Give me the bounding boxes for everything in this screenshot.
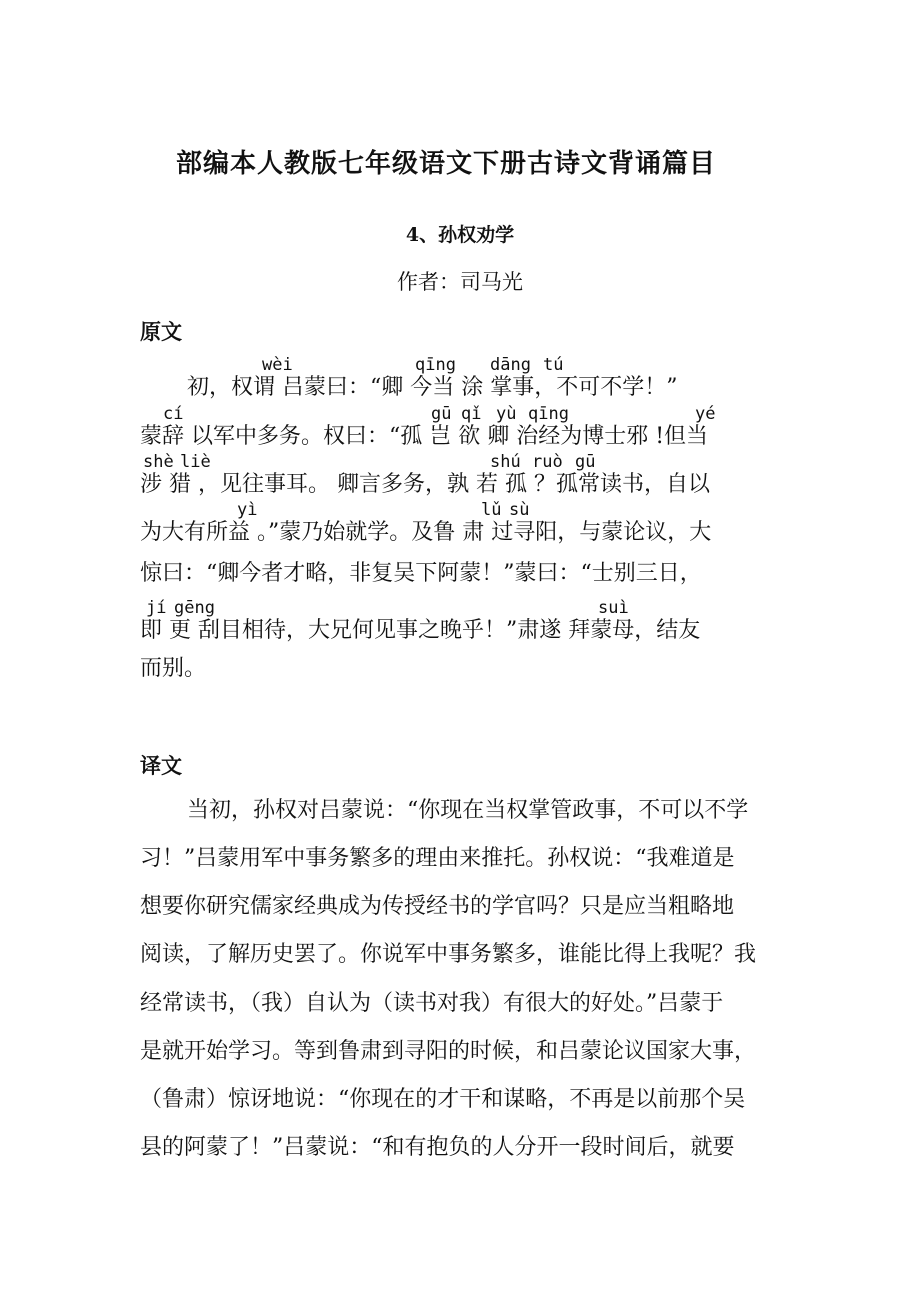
text-line: 阅读，了解历史罢了。你说军中事务繁多，谁能比得上我呢？我 [140,942,757,967]
pinyin-annotation: cí [163,404,184,424]
pinyin-annotation: gū [575,452,596,472]
translation-heading: 译文 [140,753,182,778]
text-line: 初，权谓 吕蒙曰：“卿 今当 涂 掌事，不可不学！” [187,375,678,400]
pinyin-annotation: gū [431,404,452,424]
text-line: 涉 猎 ，见往事耳。 卿言多务，孰 若 孤 ？孤常读书，自以 [140,472,710,497]
text-line: 而别。 [140,656,207,681]
text-line: 惊曰：“卿今者才略，非复吴下阿蒙！”蒙曰：“士别三日， [140,561,702,586]
text-line: 是就开始学习。等到鲁肃到寻阳的时候，和吕蒙论议国家大事， [140,1039,757,1064]
text-line: 蒙辞 以军中多务。权曰：“孤 岂 欲 卿 治经为博士邪 !但当 [140,424,709,449]
pinyin-annotation: dāng [490,355,531,375]
author-line: 作者：司马光 [397,270,523,294]
pinyin-annotation: gēng [174,598,215,618]
original-heading: 原文 [140,319,182,344]
pinyin-annotation: wèi [262,355,293,375]
pinyin-annotation: shè [143,452,174,472]
pinyin-annotation: tú [543,355,564,375]
pinyin-annotation: qīng [415,355,456,375]
pinyin-annotation: lǔ [481,500,502,520]
text-line: 县的阿蒙了！”吕蒙说：“和有抱负的人分开一段时间后，就要 [140,1135,735,1160]
text-line: （鲁肃）惊讶地说：“你现在的才干和谋略，不再是以前那个吴 [140,1087,746,1112]
pinyin-annotation: sù [509,500,530,520]
text-line: 当初，孙权对吕蒙说：“你现在当权掌管政事，不可以不学 [187,798,749,823]
pinyin-annotation: yì [237,500,258,520]
pinyin-annotation: yù [496,404,517,424]
text-line: 即 更 刮目相待，大兄何见事之晚乎！”肃遂 拜蒙母，结友 [140,618,701,643]
pinyin-annotation: qīng [528,404,569,424]
text-line: 经常读书，（我）自认为（读书对我）有很大的好处。”吕蒙于 [140,991,724,1016]
pinyin-annotation: liè [180,452,211,472]
pinyin-annotation: qǐ [461,404,482,424]
chapter-title: 4、孙权劝学 [405,224,515,246]
text-line: 习！”吕蒙用军中事务繁多的理由来推托。孙权说：“我难道是 [140,846,735,871]
pinyin-annotation: yé [695,404,716,424]
text-line: 想要你研究儒家经典成为传授经书的学官吗？只是应当粗略地 [140,894,735,919]
page-title: 部编本人教版七年级语文下册古诗文背诵篇目 [175,149,716,179]
pinyin-annotation: ruò [532,452,563,472]
text-line: 为大有所益 。”蒙乃始就学。及鲁 肃 过寻阳，与蒙论议，大 [140,520,712,545]
pinyin-annotation: shú [490,452,521,472]
pinyin-annotation: suì [598,598,629,618]
pinyin-annotation: jí [146,598,167,618]
